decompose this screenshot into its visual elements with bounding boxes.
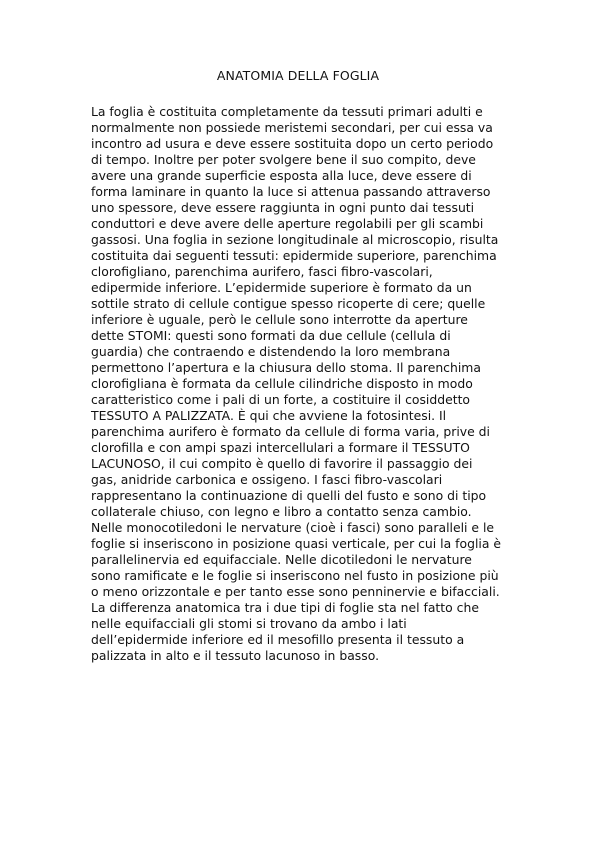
body-text-line: TESSUTO A PALIZZATA. È qui che avviene la fotosintesi. Il: [91, 408, 447, 423]
document-title: ANATOMIA DELLA FOGLIA: [216, 68, 380, 83]
body-text-line: conduttori e deve avere delle aperture regolabili per gli scambi: [91, 216, 484, 231]
body-text-line: guardia) che contraendo e distendendo la loro membrana: [91, 344, 451, 359]
body-text-line: gassosi. Una foglia in sezione longitudinale al microscopio, risulta: [91, 232, 499, 247]
body-text-line: inferiore è uguale, però le cellule sono interrotte da aperture: [91, 312, 468, 327]
body-text-line: clorofilla e con ampi spazi intercellulari a formare il TESSUTO: [91, 440, 470, 455]
body-text-line: sottile strato di cellule contigue spesso ricoperte di cere; quelle: [91, 296, 486, 311]
document-body: [91, 104, 511, 664]
body-text-line: parenchima aurifero è formato da cellule di forma varia, prive di: [91, 424, 490, 439]
body-text-line: parallelinervia ed equifacciale. Nelle dicotiledoni le nervature: [91, 552, 472, 567]
body-text-line: caratteristico come i pali di un forte, a costituire il cosiddetto: [91, 392, 471, 407]
body-text-line: dette STOMI: questi sono formati da due cellule (cellula di: [91, 328, 451, 343]
body-text-line: rappresentano la continuazione di quelli del fusto e sono di tipo: [91, 488, 487, 503]
body-text-line: forma laminare in quanto la luce si attenua passando attraverso: [91, 184, 491, 199]
body-text-line: LACUNOSO, il cui compito è quello di favorire il passaggio dei: [91, 456, 473, 471]
body-text-line: gas, anidride carbonica e ossigeno. I fasci fibro-vascolari: [91, 472, 443, 487]
body-text-line: incontro ad usura e deve essere sostituita dopo un certo periodo: [91, 136, 494, 151]
body-text-line: palizzata in alto e il tessuto lacunoso in basso.: [91, 648, 380, 663]
body-text-line: normalmente non possiede meristemi secondari, per cui essa va: [91, 120, 493, 135]
body-text-line: La foglia è costituita completamente da tessuti primari adulti e: [91, 104, 483, 119]
body-text-line: collaterale chiuso, con legno e libro a contatto senza cambio.: [91, 504, 472, 519]
body-text-line: foglie si inseriscono in posizione quasi verticale, per cui la foglia è: [91, 536, 501, 551]
body-text-line: costituita dai seguenti tessuti: epidermide superiore, parenchima: [91, 248, 497, 263]
body-text-line: nelle equifacciali gli stomi si trovano da ambo i lati: [91, 616, 407, 631]
body-text-line: avere una grande superficie esposta alla luce, deve essere di: [91, 168, 472, 183]
body-text-line: uno spessore, deve essere raggiunta in ogni punto dai tessuti: [91, 200, 475, 215]
body-text-line: dell’epidermide inferiore ed il mesofillo presenta il tessuto a: [91, 632, 465, 647]
body-text-line: o meno orizzontale e per tanto esse sono penninervie e bifacciali.: [91, 584, 500, 599]
body-text-line: sono ramificate e le foglie si inseriscono nel fusto in posizione più: [91, 568, 499, 583]
body-text-line: Nelle monocotiledoni le nervature (cioè i fasci) sono paralleli e le: [91, 520, 495, 535]
body-text-line: clorofigliana è formata da cellule cilindriche disposto in modo: [91, 376, 473, 391]
body-text-line: La differenza anatomica tra i due tipi di foglie sta nel fatto che: [91, 600, 479, 615]
body-text-line: edipermide inferiore. L’epidermide superiore è formato da un: [91, 280, 472, 295]
body-text-line: clorofigliano, parenchima aurifero, fasci fibro-vascolari,: [91, 264, 433, 279]
body-text-line: permettono l’apertura e la chiusura dello stoma. Il parenchima: [91, 360, 481, 375]
body-text-line: di tempo. Inoltre per poter svolgere bene il suo compito, deve: [91, 152, 476, 167]
